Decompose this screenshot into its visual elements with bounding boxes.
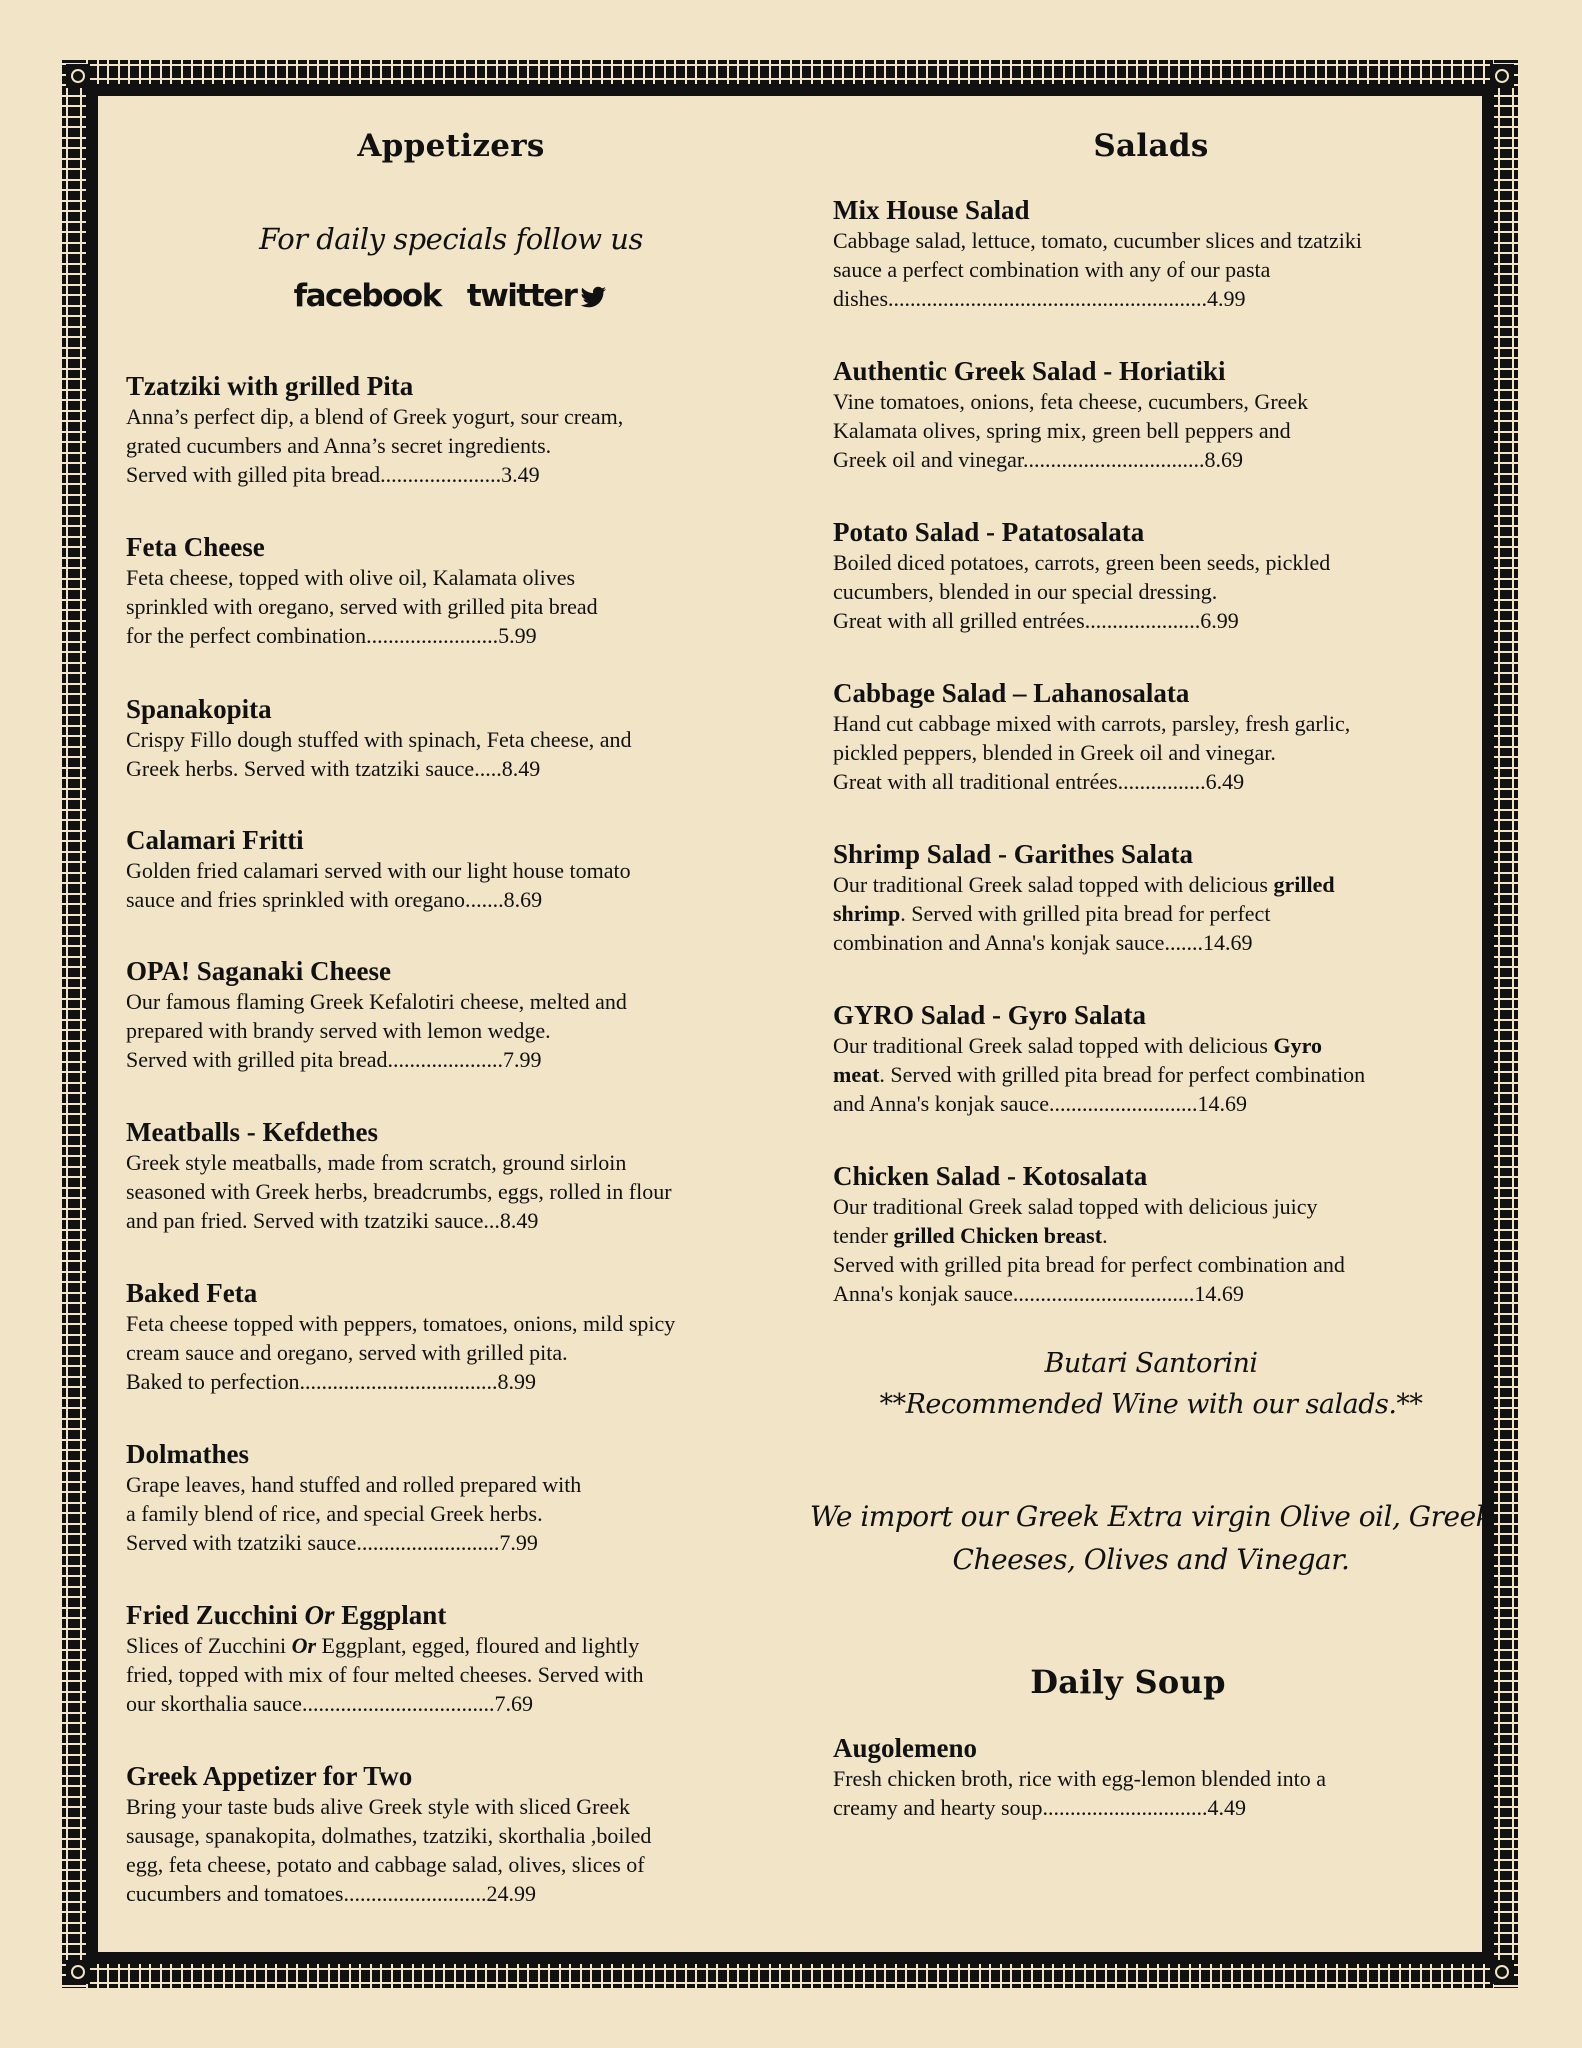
item-price: 5.99 [498, 623, 537, 648]
item-name-part: Eggplant [334, 1600, 447, 1630]
item-price: 24.99 [486, 1881, 536, 1906]
menu-item [833, 516, 1463, 635]
item-name: Shrimp Salad - Garithes Salata [833, 839, 1194, 869]
item-description-end: Baked to perfection [126, 1369, 300, 1394]
dot-leader: ......................... [349, 1881, 487, 1906]
dot-leader: ..................... [1084, 608, 1201, 633]
item-price: 8.49 [501, 756, 541, 781]
price-line [126, 754, 776, 783]
item-description-end: Served with grilled pita bread [126, 1047, 388, 1072]
item-description-end: sauce and fries sprinkled with oregano. [126, 887, 471, 912]
item-name [126, 1599, 776, 1631]
item-price: 3.49 [501, 462, 540, 487]
item-description: Boiled diced potatoes, carrots, green been seeds, pickled cucumbers, blended in our special dressing. [833, 550, 1331, 604]
item-description: Hand cut cabbage mixed with carrots, parsley, fresh garlic, pickled peppers, blended in Greek oil and vinegar. [833, 711, 1351, 765]
item-price: 7.69 [494, 1691, 533, 1716]
item-description-end: combination and Anna's konjak sauce [833, 930, 1165, 955]
menu-item [126, 1277, 776, 1396]
desc-part: . Served with grilled pita bread for perfect combination [879, 1062, 1366, 1087]
item-description: Cabbage salad, lettuce, tomato, cucumber slices and tzatziki sauce a perfect combination with any of our pasta [833, 228, 1363, 282]
import-note-line2: Cheeses, Olives and Vinegar. [952, 1543, 1350, 1576]
price-line [126, 1206, 776, 1235]
desc-part: . Served with grilled pita bread for perfect combination and [833, 1223, 1345, 1277]
facebook-link[interactable]: facebook [293, 278, 441, 314]
item-description: Bring your taste buds alive Greek style with sliced Greek sausage, spanakopita, dolmathes, tzatziki, skorthalia ,boiled egg, feta cheese, potato and cabbage salad, olives, slices of [126, 1794, 652, 1877]
desc-part: Our traditional Greek salad topped with delicious juicy tender [833, 1194, 1318, 1248]
item-description: Our famous flaming Greek Kefalotiri cheese, melted and prepared with brandy served with lemon wedge. [126, 989, 627, 1043]
price-line [126, 460, 776, 489]
item-name: Baked Feta [126, 1278, 258, 1308]
dot-leader: ........................... [1048, 1091, 1198, 1116]
dot-leader: ..... [474, 756, 502, 781]
price-line [833, 1793, 1463, 1822]
price-line [126, 1367, 776, 1396]
twitter-bird-icon [578, 285, 608, 311]
item-description-end: Great with all grilled entrées [833, 608, 1085, 633]
desc-or: Or [291, 1633, 317, 1658]
item-name: Authentic Greek Salad - Horiatiki [833, 356, 1226, 386]
item-description: Crispy Fillo dough stuffed with spinach, Feta cheese, and [126, 727, 632, 752]
item-description-end: and Anna's konjak sauce [833, 1091, 1049, 1116]
item-name: Greek Appetizer for Two [126, 1761, 413, 1791]
item-description-end: creamy and hearty soup [833, 1795, 1043, 1820]
item-description-end: and pan fried. Served with tzatziki sauce [126, 1208, 484, 1233]
price-line [126, 885, 776, 914]
item-description: Feta cheese topped with peppers, tomatoes, onions, mild spicy cream sauce and oregano, served with grilled pita. [126, 1311, 676, 1365]
item-name: Dolmathes [126, 1439, 249, 1469]
menu-item [126, 955, 776, 1074]
appetizers-title: Appetizers [357, 128, 545, 164]
item-description-end: cucumbers and tomatoes. [126, 1881, 349, 1906]
desc-part: Slices of Zucchini [126, 1633, 292, 1658]
price-line [126, 621, 776, 650]
item-description-end: Served with gilled pita bread [126, 462, 381, 487]
item-price: 4.49 [1207, 1795, 1247, 1820]
item-name: Feta Cheese [126, 532, 265, 562]
item-price: 8.69 [1204, 447, 1243, 472]
price-line [833, 1279, 1463, 1308]
border-left [62, 60, 86, 1988]
menu-item [126, 1116, 776, 1235]
price-line [833, 767, 1463, 796]
item-price: 4.99 [1207, 286, 1246, 311]
price-line [833, 1089, 1463, 1118]
desc-bold: Gyro meat [833, 1033, 1322, 1087]
item-name: Tzatziki with grilled Pita [126, 371, 414, 401]
twitter-link[interactable] [467, 278, 609, 314]
item-description [833, 1031, 1463, 1089]
menu-item [833, 677, 1463, 796]
menu-item [833, 1732, 1463, 1822]
item-description [126, 1631, 776, 1689]
menu-item [126, 693, 776, 783]
price-line [126, 1528, 776, 1557]
dot-leader: .......................................................... [888, 286, 1207, 311]
item-price: 8.69 [503, 887, 543, 912]
item-description: Feta cheese, topped with olive oil, Kalamata olives sprinkled with oregano, served with grilled pita bread [126, 565, 598, 619]
item-name: Chicken Salad - Kotosalata [833, 1161, 1148, 1191]
price-line [126, 1045, 776, 1074]
price-line [126, 1689, 776, 1718]
menu-item [833, 355, 1463, 474]
item-description [833, 1192, 1463, 1279]
desc-bold: grilled Chicken breast [893, 1223, 1103, 1248]
corner-ornament [1490, 1960, 1514, 1984]
follow-us-text: For daily specials follow us [259, 222, 643, 256]
price-line [833, 445, 1463, 474]
item-description-end: Greek oil and vinegar. [833, 447, 1029, 472]
item-description-end: for the perfect combination [126, 623, 367, 648]
item-price: 8.99 [497, 1369, 536, 1394]
item-description: Greek style meatballs, made from scratch, ground sirloin seasoned with Greek herbs, breadcrumbs, eggs, rolled in flour [126, 1150, 672, 1204]
item-name: OPA! Saganaki Cheese [126, 956, 392, 986]
item-name: Cabbage Salad – Lahanosalata [833, 678, 1190, 708]
menu-item [126, 1760, 776, 1908]
item-name: Spanakopita [126, 694, 272, 724]
desc-part: Eggplant, egged, floured and lightly fried, topped with mix of four melted cheeses. Served with [126, 1633, 644, 1687]
social-links [126, 278, 776, 314]
item-name: Calamari Fritti [126, 825, 304, 855]
item-price: 14.69 [1197, 1091, 1247, 1116]
price-line [126, 1879, 776, 1908]
wine-note: **Recommended Wine with our salads.** [879, 1389, 1423, 1420]
import-note-line1: We import our Greek Extra virgin Olive oil, Greek [809, 1500, 1493, 1533]
wine-name: Butari Santorini [1044, 1348, 1258, 1379]
item-name: Meatballs - Kefdethes [126, 1117, 378, 1147]
desc-part: Our traditional Greek salad topped with delicious [833, 1033, 1274, 1058]
item-price: 6.49 [1205, 769, 1245, 794]
dot-leader: ................................. [1012, 1281, 1195, 1306]
corner-ornament [1490, 64, 1514, 88]
menu-item [833, 838, 1463, 957]
item-price: 14.69 [1202, 930, 1253, 955]
border-right [1494, 60, 1518, 1988]
item-name: Potato Salad - Patatosalata [833, 517, 1145, 547]
corner-ornament [66, 64, 90, 88]
menu-item [126, 1438, 776, 1557]
dot-leader: ....... [1164, 930, 1203, 955]
dot-leader: ...... [470, 887, 504, 912]
soup-title: Daily Soup [1030, 1663, 1226, 1701]
item-price: 7.99 [499, 1530, 538, 1555]
menu-item [126, 531, 776, 650]
item-description-end: Greek herbs. Served with tzatziki sauce [126, 756, 475, 781]
dot-leader: ................................... [301, 1691, 495, 1716]
item-description: Grape leaves, hand stuffed and rolled prepared with a family blend of rice, and special Greek herbs. [126, 1472, 582, 1526]
item-description: Golden fried calamari served with our light house tomato [126, 858, 631, 883]
corner-ornament [66, 1960, 90, 1984]
desc-part: . Served with grilled pita bread for perfect [900, 901, 1271, 926]
menu-item [833, 999, 1463, 1118]
menu-item [126, 824, 776, 914]
menu-item [833, 1160, 1463, 1308]
dot-leader: ..................... [387, 1047, 503, 1072]
item-description-end: Anna's konjak sauce [833, 1281, 1013, 1306]
dot-leader: .......................... [356, 1530, 500, 1555]
dot-leader: ................................ [1028, 447, 1205, 472]
item-name-or: Or [304, 1600, 335, 1630]
price-line [833, 284, 1463, 313]
dot-leader: ........................ [366, 623, 499, 648]
price-line [833, 606, 1463, 635]
desc-part: Our traditional Greek salad topped with delicious [833, 872, 1274, 897]
item-description [833, 870, 1463, 928]
item-description-end: our skorthalia sauce [126, 1691, 302, 1716]
dot-leader: .................................... [299, 1369, 498, 1394]
item-description: Fresh chicken broth, rice with egg-lemon blended into a [833, 1766, 1327, 1791]
item-name: Augolemeno [833, 1733, 977, 1763]
item-description-end: Great with all traditional entrées [833, 769, 1118, 794]
item-name-part: Fried Zucchini [126, 1600, 305, 1630]
dot-leader: ... [483, 1208, 500, 1233]
item-description-end: dishes [833, 286, 888, 311]
menu-item [833, 194, 1463, 313]
dot-leader: ................ [1117, 769, 1206, 794]
item-description: Vine tomatoes, onions, feta cheese, cucumbers, Greek Kalamata olives, spring mix, green bell peppers and [833, 389, 1309, 443]
menu-item [126, 370, 776, 489]
dot-leader: .............................. [1042, 1795, 1208, 1820]
border-bottom [62, 1964, 1518, 1988]
border-top [62, 60, 1518, 84]
item-price: 14.69 [1194, 1281, 1244, 1306]
item-name: GYRO Salad - Gyro Salata [833, 1000, 1147, 1030]
item-price: 7.99 [502, 1047, 542, 1072]
dot-leader: ...................... [380, 462, 502, 487]
item-price: 6.99 [1200, 608, 1239, 633]
desc-bold: grilled shrimp [833, 872, 1335, 926]
twitter-label: twitter [466, 278, 577, 314]
item-description: Anna’s perfect dip, a blend of Greek yogurt, sour cream, grated cucumbers and Anna’s secret ingredients. [126, 404, 624, 458]
price-line [833, 928, 1463, 957]
item-price: 8.49 [499, 1208, 539, 1233]
item-description-end: Served with tzatziki sauce [126, 1530, 357, 1555]
menu-item [126, 1599, 776, 1718]
salads-title: Salads [1093, 128, 1209, 164]
item-name: Mix House Salad [833, 195, 1030, 225]
